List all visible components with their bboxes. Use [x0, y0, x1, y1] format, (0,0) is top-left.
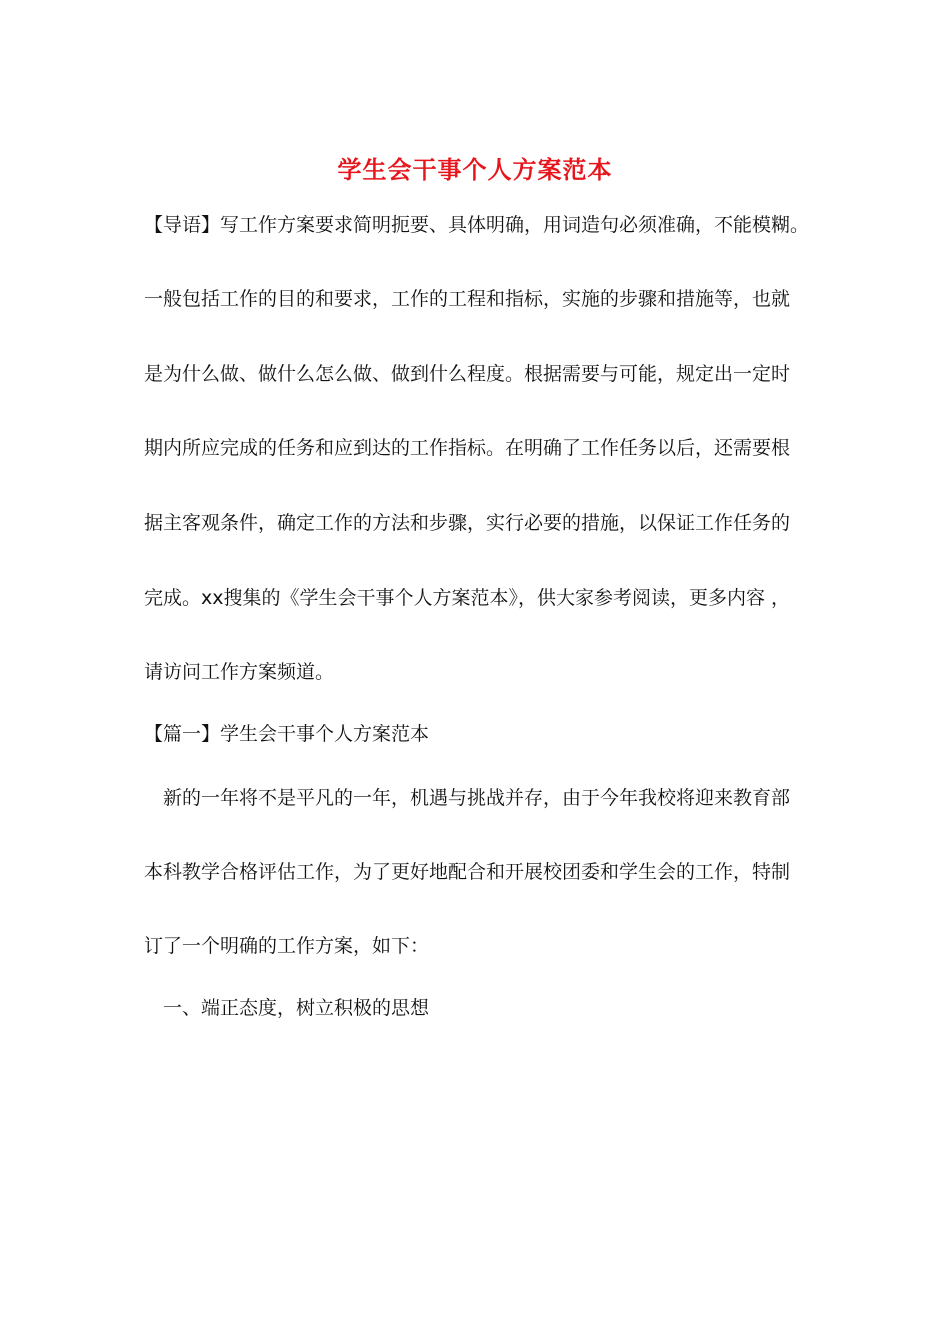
body-line-1: 新的一年将不是平凡的一年，机遇与挑战并存，由于今年我校将迎来教育部	[163, 787, 791, 809]
intro-line-2: 一般包括工作的目的和要求，工作的工程和指标，实施的步骤和措施等，也就	[144, 288, 791, 310]
intro-line-7: 请访问工作方案频道。	[144, 661, 335, 683]
document-title: 学生会干事个人方案范本	[337, 155, 613, 184]
intro-line-4: 期内所应完成的任务和应到达的工作指标。在明确了工作任务以后，还需要根	[144, 437, 791, 459]
subheading: 一、端正态度，树立积极的思想	[163, 997, 430, 1019]
intro-line-1: 【导语】写工作方案要求简明扼要、具体明确，用词造句必须准确，不能模糊。	[144, 214, 810, 236]
intro-line-3: 是为什么做、做什么怎么做、做到什么程度。根据需要与可能，规定出一定时	[144, 363, 791, 385]
intro-line-6: 完成。xx搜集的《学生会干事个人方案范本》，供大家参考阅读，更多内容 ，	[144, 587, 791, 609]
intro-line-5: 据主客观条件，确定工作的方法和步骤，实行必要的措施，以保证工作任务的	[144, 512, 791, 534]
body-line-3: 订了一个明确的工作方案，如下：	[144, 935, 430, 957]
body-line-2: 本科教学合格评估工作，为了更好地配合和开展校团委和学生会的工作，特制	[144, 861, 791, 883]
section-heading: 【篇一】学生会干事个人方案范本	[144, 723, 430, 745]
